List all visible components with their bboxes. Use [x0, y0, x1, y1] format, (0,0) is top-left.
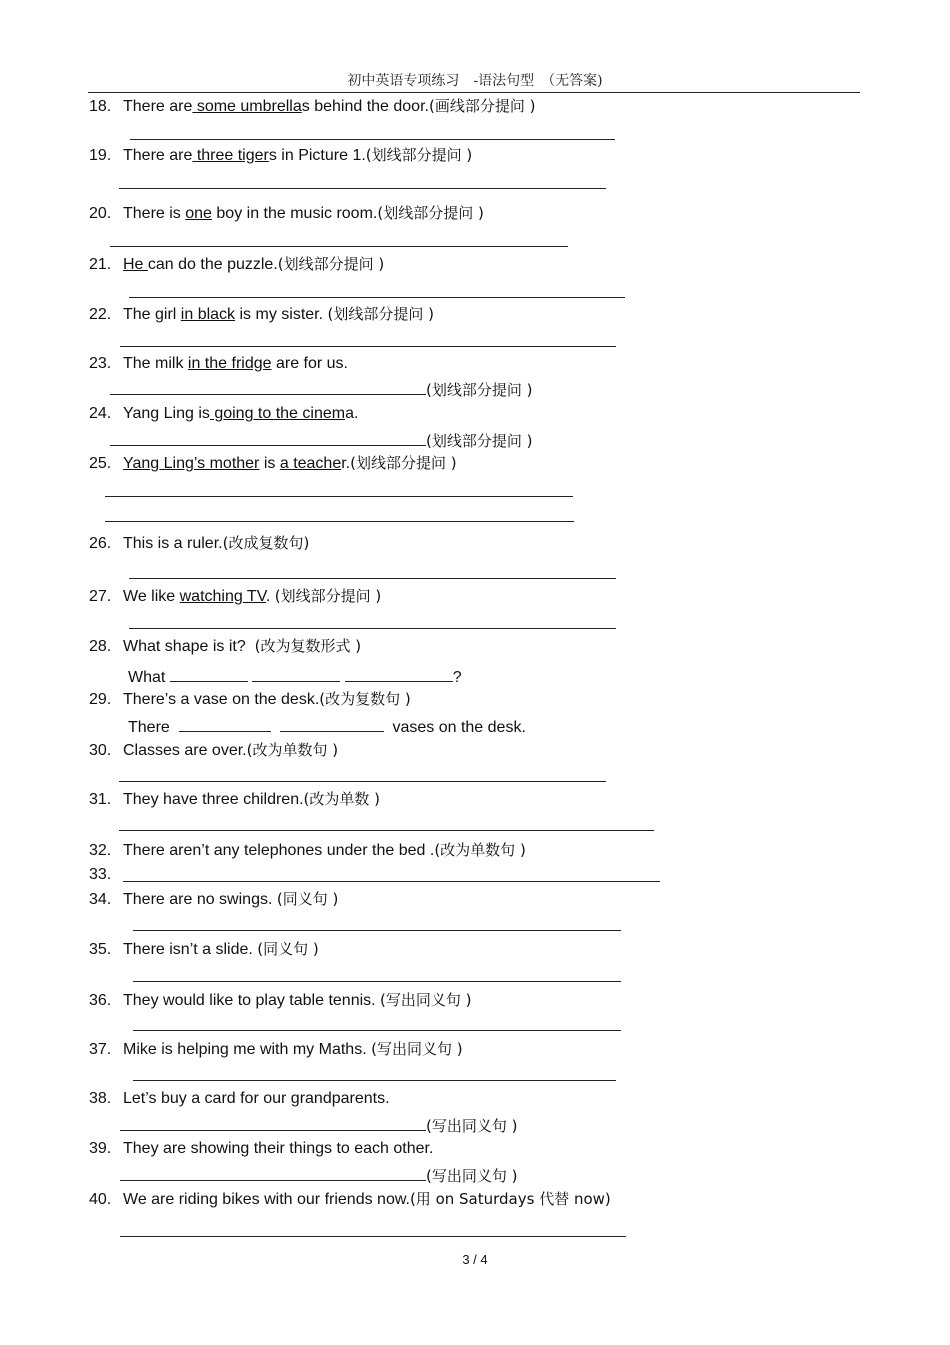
- question-27: 27. We like watching TV. (划线部分提问 ): [89, 587, 382, 605]
- answer-blank[interactable]: [120, 1164, 426, 1181]
- answer-blank[interactable]: [110, 429, 426, 446]
- answer-line[interactable]: [130, 139, 615, 140]
- question-22: 22. The girl in black is my sister. (划线部分提问 ): [89, 305, 434, 323]
- underlined-part: He: [123, 256, 148, 273]
- underlined-part: in black: [180, 306, 236, 323]
- question-18: 18. There are some umbrellas behind the door.(画线部分提问 ): [89, 97, 536, 115]
- underlined-part: a teache: [279, 455, 342, 472]
- answer-line[interactable]: [123, 881, 660, 882]
- answer-line[interactable]: [119, 830, 654, 831]
- answer-row-39: (写出同义句 ): [120, 1164, 517, 1187]
- question-21: 21. He can do the puzzle.(划线部分提问 ): [89, 255, 385, 273]
- question-25: 25. Yang Ling’s mother is a teacher.(划线部分提问 ): [89, 454, 457, 472]
- question-31: 31. They have three children.(改为单数 ): [89, 790, 381, 808]
- question-24: 24. Yang Ling is going to the cinema.: [89, 405, 359, 422]
- question-33: 33.: [89, 866, 112, 883]
- underlined-part: some umbrella: [192, 98, 302, 115]
- answer-line[interactable]: [110, 246, 568, 247]
- answer-line[interactable]: [133, 1030, 621, 1031]
- question-32: 32. There aren’t any telephones under the bed .(改为单数句 ): [89, 841, 526, 859]
- underlined-part: going to the cinem: [209, 405, 346, 422]
- underlined-part: three tiger: [192, 147, 269, 164]
- underlined-part: watching TV: [179, 588, 266, 605]
- answer-blank[interactable]: [252, 665, 340, 682]
- question-34: 34. There are no swings. (同义句 ): [89, 890, 339, 908]
- answer-line[interactable]: [119, 188, 606, 189]
- question-19: 19. There are three tigers in Picture 1.(划线部分提问 ): [89, 146, 473, 164]
- page-number: 3 / 4: [462, 1252, 488, 1267]
- header-rule: [88, 92, 860, 93]
- answer-row-28: What ?: [128, 665, 462, 688]
- answer-line[interactable]: [119, 781, 606, 782]
- question-23: 23. The milk in the fridge are for us.: [89, 355, 348, 372]
- question-28: 28. What shape is it? (改为复数形式 ): [89, 637, 362, 655]
- answer-row-38: (写出同义句 ): [120, 1114, 517, 1137]
- answer-blank[interactable]: [120, 1114, 426, 1131]
- page-header: 初中英语专项练习 -语法句型 （无答案): [347, 73, 603, 89]
- question-37: 37. Mike is helping me with my Maths. (写出同义句 ): [89, 1040, 463, 1058]
- underlined-part: one: [185, 205, 212, 222]
- answer-blank[interactable]: [170, 665, 248, 682]
- answer-row-29: There vases on the desk.: [128, 715, 526, 738]
- answer-line[interactable]: [105, 521, 574, 522]
- answer-line[interactable]: [129, 297, 625, 298]
- answer-blank[interactable]: [345, 665, 453, 682]
- question-35: 35. There isn’t a slide. (同义句 ): [89, 940, 319, 958]
- question-38: 38. Let’s buy a card for our grandparents.: [89, 1090, 390, 1107]
- answer-blank[interactable]: [110, 378, 426, 395]
- underlined-part: in the fridge: [187, 355, 272, 372]
- question-40: 40. We are riding bikes with our friends now.(用 on Saturdays 代替 now): [89, 1190, 611, 1208]
- question-26: 26. This is a ruler.(改成复数句): [89, 534, 310, 552]
- underlined-part: Yang Ling’s mother: [123, 455, 260, 472]
- answer-row-23: (划线部分提问 ): [110, 378, 532, 401]
- answer-line[interactable]: [120, 1236, 626, 1237]
- answer-line[interactable]: [133, 930, 621, 931]
- question-36: 36. They would like to play table tennis. (写出同义句 ): [89, 991, 472, 1009]
- answer-line[interactable]: [129, 578, 616, 579]
- question-30: 30. Classes are over.(改为单数句 ): [89, 741, 339, 759]
- answer-line[interactable]: [120, 346, 616, 347]
- question-20: 20. There is one boy in the music room.(划线部分提问 ): [89, 204, 484, 222]
- question-39: 39. They are showing their things to each other.: [89, 1140, 434, 1157]
- answer-line[interactable]: [105, 496, 573, 497]
- question-29: 29. There’s a vase on the desk.(改为复数句 ): [89, 690, 411, 708]
- answer-blank[interactable]: [280, 715, 384, 732]
- answer-line[interactable]: [133, 981, 621, 982]
- answer-blank[interactable]: [179, 715, 271, 732]
- answer-line[interactable]: [129, 628, 616, 629]
- answer-line[interactable]: [133, 1080, 616, 1081]
- answer-row-24: (划线部分提问 ): [110, 429, 532, 452]
